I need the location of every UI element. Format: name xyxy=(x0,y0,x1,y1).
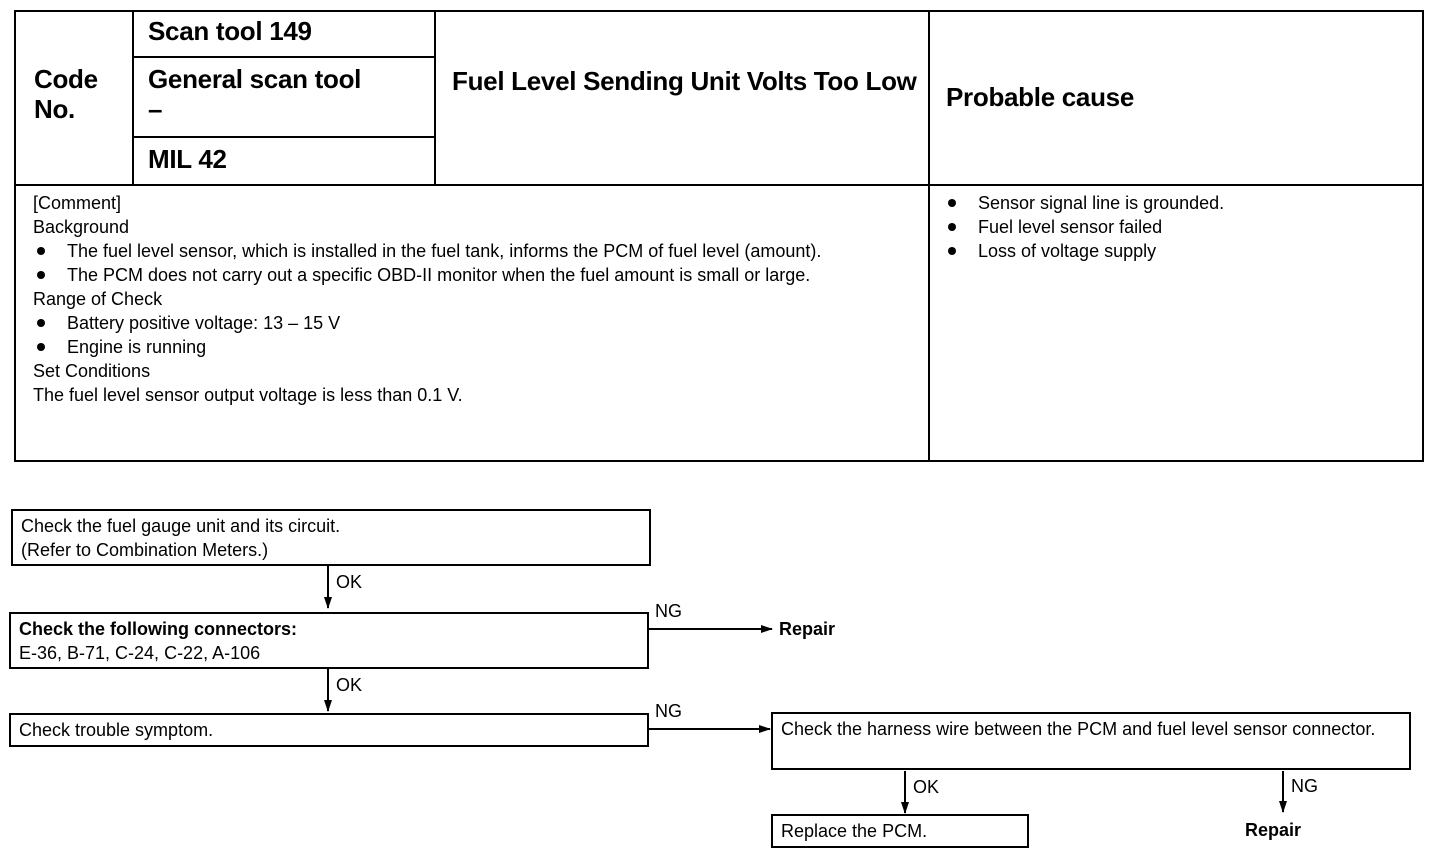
background-label: Background xyxy=(33,217,130,237)
step-check-fuel-gauge xyxy=(11,509,651,566)
list-item: The fuel level sensor, which is installed in the fuel tank, informs the PCM of fuel level (amount). xyxy=(33,239,913,263)
ok-label: OK xyxy=(913,777,940,797)
mil-label: MIL 42 xyxy=(148,144,227,174)
list-item: Fuel level sensor failed xyxy=(944,215,1414,239)
set-conditions-label: Set Conditions xyxy=(33,361,151,381)
list-item: Sensor signal line is grounded. xyxy=(944,191,1414,215)
repair-label: Repair xyxy=(1245,820,1302,840)
general-scan-tool-value: – xyxy=(148,94,163,124)
set-conditions-text: The fuel level sensor output voltage is less than 0.1 V. xyxy=(33,385,463,405)
scan-tool-label: Scan tool 149 xyxy=(148,16,312,46)
ng-label: NG xyxy=(655,701,682,721)
step-check-trouble-symptom xyxy=(9,713,649,747)
step-check-connectors xyxy=(9,612,649,669)
list-item: Engine is running xyxy=(33,335,913,359)
step-check-harness-wire xyxy=(771,712,1411,770)
step-text: (Refer to Combination Meters.) xyxy=(21,540,269,560)
step-text: Check the fuel gauge unit and its circuit. xyxy=(21,516,341,536)
comment-label: [Comment] xyxy=(33,193,122,213)
ng-label: NG xyxy=(1291,776,1318,796)
code-no-label: Code No. xyxy=(34,64,98,124)
step-text: Check the following connectors: xyxy=(19,619,298,639)
repair-label: Repair xyxy=(779,619,836,639)
step-text: E-36, B-71, C-24, C-22, A-106 xyxy=(19,643,261,663)
probable-cause-label: Probable cause xyxy=(946,82,1134,112)
range-of-check-label: Range of Check xyxy=(33,289,163,309)
ok-label: OK xyxy=(336,572,363,592)
step-text: Replace the PCM. xyxy=(781,821,928,841)
step-text: Check trouble symptom. xyxy=(19,720,214,740)
list-item: The PCM does not carry out a specific OBD-II monitor when the fuel amount is small or large. xyxy=(33,263,913,287)
ok-label: OK xyxy=(336,675,363,695)
general-scan-tool-name: General scan tool xyxy=(148,64,362,94)
list-item: Battery positive voltage: 13 – 15 V xyxy=(33,311,913,335)
step-text: Check the harness wire between the PCM and fuel level sensor connector. xyxy=(781,719,1376,739)
step-replace-pcm xyxy=(771,814,1029,848)
ng-label: NG xyxy=(655,601,682,621)
list-item: Loss of voltage supply xyxy=(944,239,1414,263)
dtc-title: Fuel Level Sending Unit Volts Too Low xyxy=(452,66,917,96)
